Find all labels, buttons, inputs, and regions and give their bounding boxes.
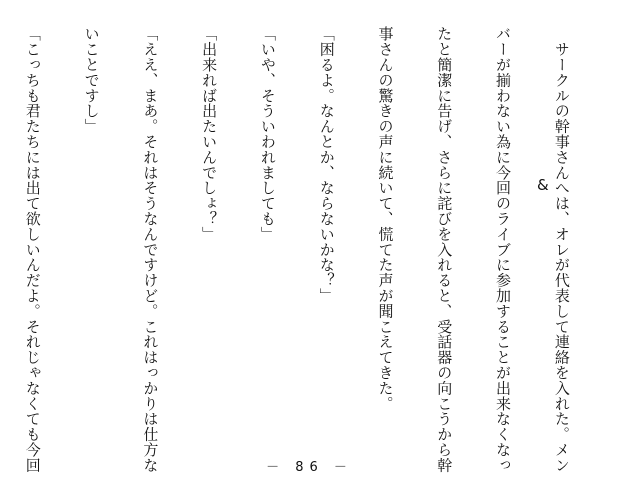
- text-line: 「出来れば出たいんでしょ？」: [200, 26, 219, 242]
- text-line: 「こっちも君たちには出て欲しいんだよ。それじゃなくても今回: [23, 26, 42, 473]
- text-line: サークルの幹事さんへは、オレが代表して連絡を入れた。メン: [552, 26, 571, 473]
- text-line: バーが揃わない為に今回のライブに参加することが出来なくなっ: [494, 26, 513, 473]
- text-line: いことですし」: [82, 26, 101, 134]
- page-number: － 86 －: [266, 460, 353, 475]
- ampersand-mark: &: [537, 176, 549, 194]
- text-line: 「ええ、まあ。それはそうなんですけど。これはっかりは仕方な: [141, 26, 160, 473]
- text-line: 「いや、そういわれましても」: [258, 26, 277, 242]
- text-line: 「困るよ。なんとか、ならないかな？」: [317, 26, 336, 304]
- text-line: たと簡潔に告げ、さらに詫びを入れると、受話器の向こうから幹: [435, 26, 454, 473]
- text-line: 事さんの驚きの声に続いて、慌てた声が聞こえてきた。: [376, 26, 395, 411]
